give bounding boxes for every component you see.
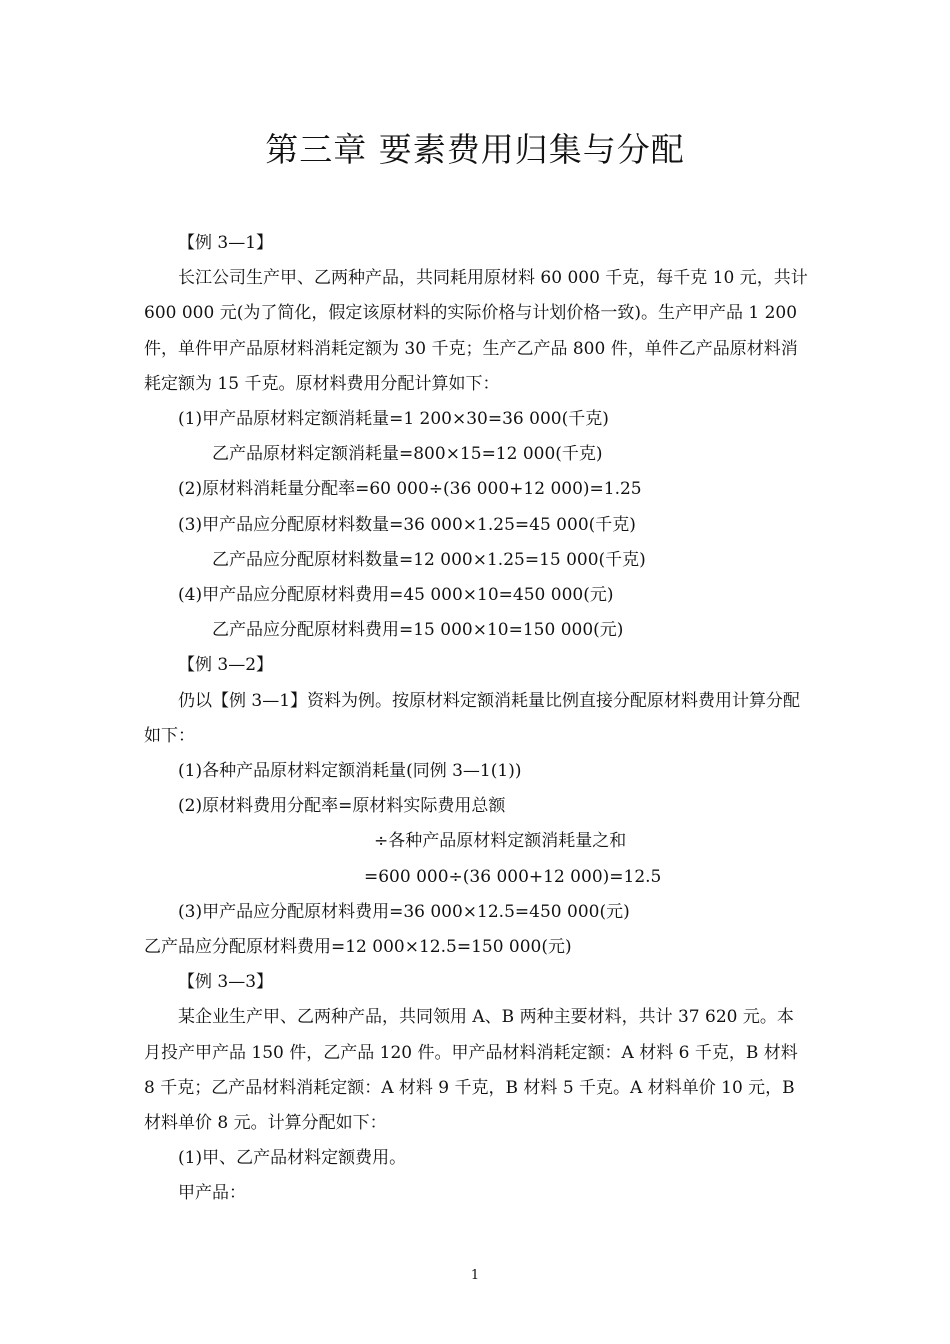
calc-line: (2)原材料消耗量分配率=60 000÷(36 000+12 000)=1.25 xyxy=(178,479,642,500)
calc-line: (1)各种产品原材料定额消耗量(同例 3—1(1)) xyxy=(178,761,522,782)
calc-line: 乙产品应分配原材料费用=12 000×12.5=150 000(元) xyxy=(144,937,572,958)
example-heading: 【例 3—1】 xyxy=(178,233,274,253)
paragraph: 长江公司生产甲、乙两种产品，共同耗用原材料 60 000 千克，每千克 10 元，共计 600 000 元(为了简化，假定该原材料的实际价格与计划价格一致)。生产甲产品 1 200 件，单件甲产品原材料消耗定额为 30 千克；生产乙产品 800 件，单件乙产品原材料消耗定额为 15 千克。原材料费用分配计算如下： xyxy=(144,268,808,394)
example-heading: 【例 3—2】 xyxy=(178,655,274,676)
calc-line: (4)甲产品应分配原材料费用=45 000×10=450 000(元) xyxy=(178,585,614,606)
calc-line: (3)甲产品应分配原材料费用=36 000×12.5=450 000(元) xyxy=(178,901,630,922)
calc-line: (1)甲产品原材料定额消耗量=1 200×30=36 000(千克) xyxy=(178,409,609,430)
paragraph: 仍以【例 3—1】资料为例。按原材料定额消耗量比例直接分配原材料费用计算分配如下： xyxy=(144,690,801,746)
calc-line: 乙产品原材料定额消耗量=800×15=12 000(千克) xyxy=(212,444,603,465)
calc-line: (1)甲、乙产品材料定额费用。 xyxy=(178,1148,407,1169)
calc-line: (2)原材料费用分配率=原材料实际费用总额 xyxy=(178,796,506,817)
calc-line: ÷各种产品原材料定额消耗量之和 xyxy=(374,831,627,852)
calc-line: 甲产品： xyxy=(178,1183,246,1204)
page-number: 1 xyxy=(470,1268,480,1283)
chapter-title: 第三章 要素费用归集与分配 xyxy=(265,130,685,169)
document-body xyxy=(144,226,810,1212)
calc-line: (3)甲产品应分配原材料数量=36 000×1.25=45 000(千克) xyxy=(178,514,636,535)
calc-line: 乙产品应分配原材料费用=15 000×10=150 000(元) xyxy=(212,620,624,641)
paragraph: 某企业生产甲、乙两种产品，共同领用 A、B 两种主要材料，共计 37 620 元。本月投产甲产品 150 件，乙产品 120 件。甲产品材料消耗定额：A 材料 6 千克，B 材料 8 千克；乙产品材料消耗定额：A 材料 9 千克，B 材料 5 千克。A 材料单价 10 元，B 材料单价 8 元。计算分配如下： xyxy=(144,1007,798,1134)
example-heading: 【例 3—3】 xyxy=(178,972,274,993)
calc-line: =600 000÷(36 000+12 000)=12.5 xyxy=(364,866,662,887)
calc-line: 乙产品应分配原材料数量=12 000×1.25=15 000(千克) xyxy=(212,549,646,570)
